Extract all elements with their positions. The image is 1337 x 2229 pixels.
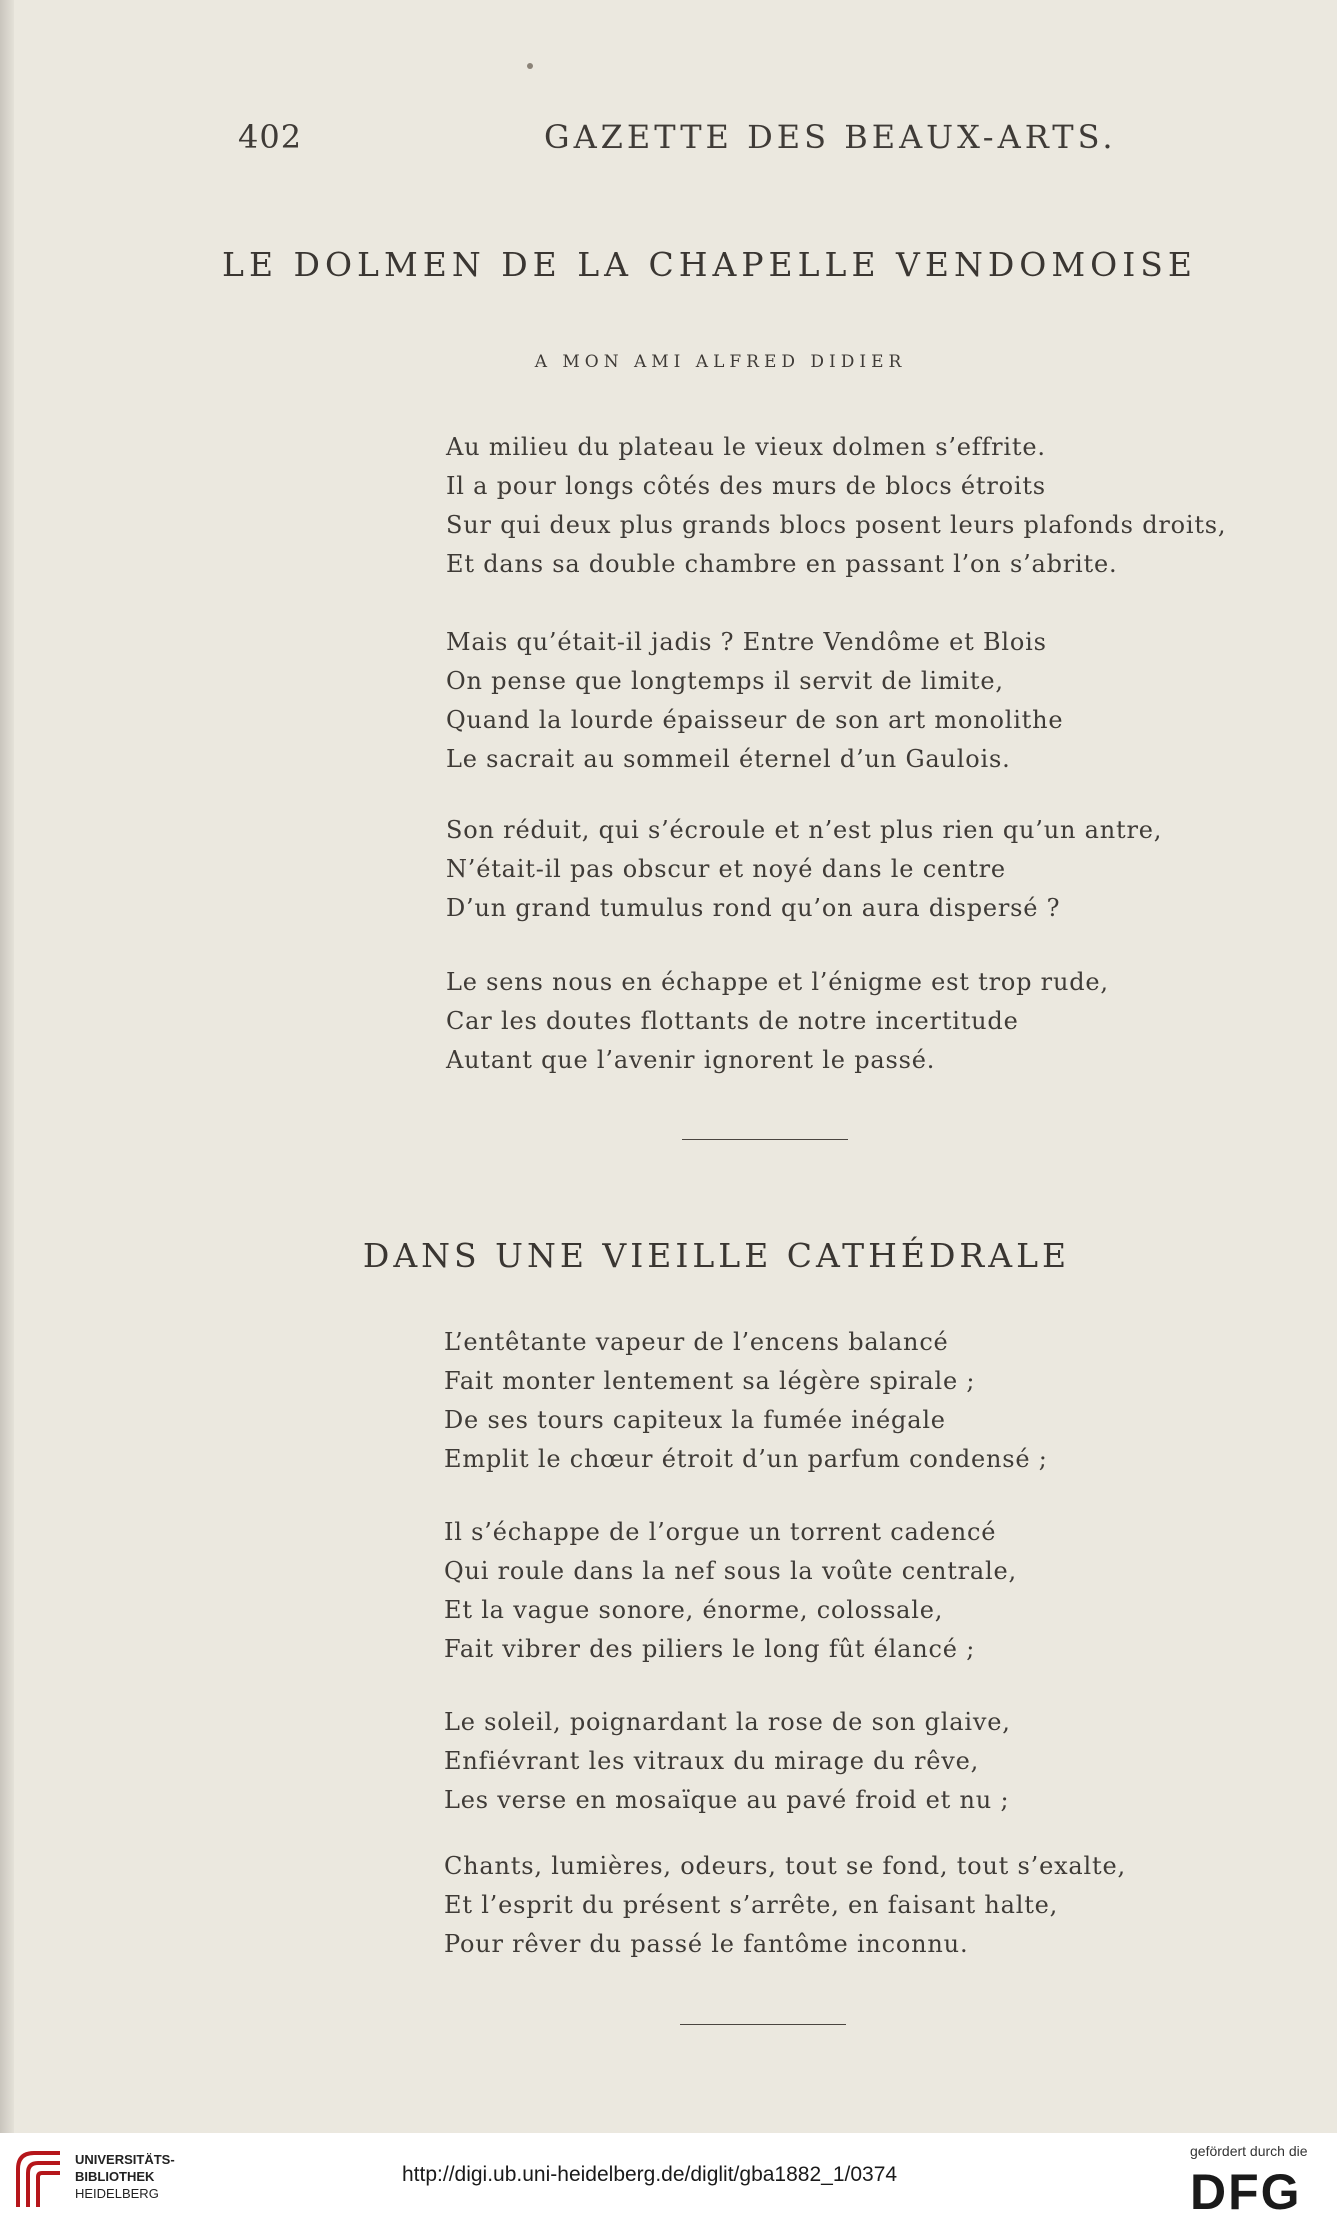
library-name-line: BIBLIOTHEK [75,2169,155,2184]
section-divider [682,1139,848,1140]
verse-line: Fait vibrer des piliers le long fût élancé ; [444,1635,976,1663]
verse-line: Car les doutes flottants de notre incertitude [446,1007,1019,1035]
verse-line: Mais qu’était-il jadis ? Entre Vendôme et Blois [446,628,1047,656]
verse-line: Qui roule dans la nef sous la voûte centrale, [444,1557,1017,1585]
verse-line: Pour rêver du passé le fantôme inconnu. [444,1930,969,1958]
poem2-stanza-4 [444,1847,1126,1964]
verse-line: Au milieu du plateau le vieux dolmen s’effrite. [446,433,1046,461]
end-divider [680,2024,846,2025]
verse-line: Quand la lourde épaisseur de son art monolithe [446,706,1064,734]
poem2-stanza-2 [444,1513,1017,1669]
verse-line: Il s’échappe de l’orgue un torrent cadencé [444,1518,997,1546]
library-name-line: HEIDELBERG [75,2186,159,2201]
verse-line: Enfiévrant les vitraux du mirage du rêve, [444,1747,980,1775]
poem1-stanza-4 [446,963,1109,1080]
verse-line: D’un grand tumulus rond qu’on aura dispersé ? [446,894,1061,922]
verse-line: Les verse en mosaïque au pavé froid et nu ; [444,1786,1010,1814]
poem1-stanza-1 [446,428,1226,584]
verse-line: Chants, lumières, odeurs, tout se fond, tout s’exalte, [444,1852,1126,1880]
verse-line: Son réduit, qui s’écroule et n’est plus rien qu’un antre, [446,816,1163,844]
verse-line: L’entêtante vapeur de l’encens balancé [444,1328,949,1356]
verse-line: Et dans sa double chambre en passant l’on s’abrite. [446,550,1118,578]
poem1-stanza-3 [446,811,1162,928]
permalink-url[interactable]: http://digi.ub.uni-heidelberg.de/diglit/gba1882_1/0374 [402,2163,898,2186]
verse-line: Le sens nous en échappe et l’énigme est trop rude, [446,968,1109,996]
digitization-footer [0,2133,1337,2229]
verse-line: Il a pour longs côtés des murs de blocs étroits [446,472,1046,500]
verse-line: Le soleil, poignardant la rose de son glaive, [444,1708,1011,1736]
poem2-stanza-1 [444,1323,1048,1479]
poem-dedication: A MON AMI ALFRED DIDIER [534,352,907,372]
verse-line: N’était-il pas obscur et noyé dans le centre [446,855,1006,883]
sponsor-caption: gefördert durch die [1190,2143,1308,2159]
poem2-stanza-3 [444,1703,1011,1820]
verse-line: De ses tours capiteux la fumée inégale [444,1406,946,1434]
verse-line: Et l’esprit du présent s’arrête, en faisant halte, [444,1891,1059,1919]
page-edge-shadow [0,0,14,2133]
poem-title-dolmen: LE DOLMEN DE LA CHAPELLE VENDOMOISE [222,245,1197,284]
poem1-stanza-2 [446,623,1063,779]
verse-line: Autant que l’avenir ignorent le passé. [446,1046,936,1074]
poem-title-cathedrale: DANS UNE VIEILLE CATHÉDRALE [362,1236,1071,1275]
verse-line: Sur qui deux plus grands blocs posent leurs plafonds droits, [446,511,1227,539]
verse-line: Et la vague sonore, énorme, colossale, [444,1596,944,1624]
page-number: 402 [238,118,303,156]
verse-line: Le sacrait au sommeil éternel d’un Gaulois. [446,745,1011,773]
verse-line: Emplit le chœur étroit d’un parfum condensé ; [444,1445,1048,1473]
verse-line: On pense que longtemps il servit de limite, [446,667,1004,695]
verse-line: Fait monter lentement sa légère spirale ; [444,1367,976,1395]
library-name-line: UNIVERSITÄTS- [75,2152,175,2167]
ink-speck [527,63,533,69]
running-head: GAZETTE DES BEAUX-ARTS. [544,118,1117,156]
library-logo-icon [14,2147,66,2213]
dfg-logo-text: DFG [1190,2164,1302,2215]
dfg-logo-icon [1188,2163,1322,2215]
library-name [75,2151,175,2202]
